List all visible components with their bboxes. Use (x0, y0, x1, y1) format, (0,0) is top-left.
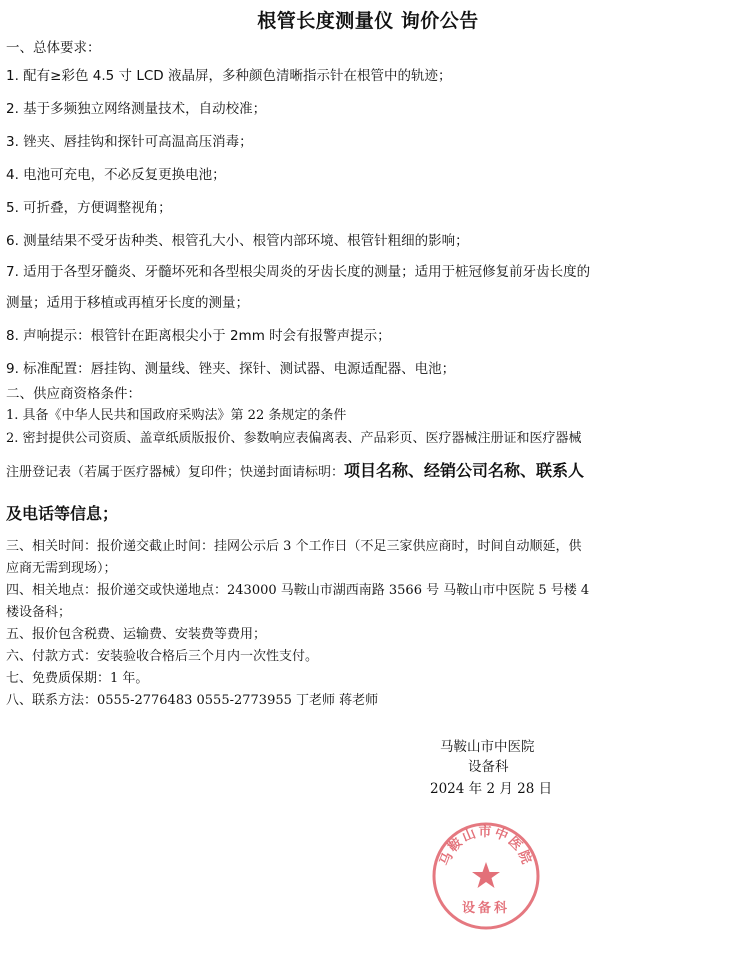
info-location-continued: 楼设备科； (6, 605, 72, 620)
info-fees: 五、报价包含税费、运输费、安装费等费用； (6, 627, 267, 642)
requirement-item: 4. 电池可充电，不必反复更换电池； (6, 167, 226, 183)
official-seal (430, 820, 542, 932)
requirement-item: 5. 可折叠，方便调整视角； (6, 200, 172, 216)
svg-text:设备科: 设备科 (461, 901, 511, 916)
section-heading-qualifications: 二、供应商资格条件： (6, 386, 141, 402)
qualification-emphasis: 项目名称、经销公司名称、联系人 (344, 461, 585, 480)
info-contact: 八、联系方法：0555-2776483 0555-2773955 丁老师 蒋老师 (6, 693, 379, 708)
info-warranty: 七、免费质保期：1 年。 (6, 671, 149, 686)
info-location: 四、相关地点：报价递交或快递地点：243000 马鞍山市湖西南路 3566 号 马鞍山市中医院 5 号楼 4 (6, 583, 590, 598)
section-heading-requirements: 一、总体要求： (6, 40, 101, 56)
star-icon (472, 862, 500, 888)
requirement-item: 9. 标准配置：唇挂钩、测量线、锉夹、探针、测试器、电源适配器、电池； (6, 361, 456, 377)
qualification-emphasis-continued: 及电话等信息； (6, 504, 119, 523)
qualification-text: 注册登记表（若属于医疗器械）复印件；快递封面请标明： (6, 465, 345, 480)
info-payment: 六、付款方式：安装验收合格后三个月内一次性支付。 (6, 649, 319, 664)
qualification-item-continued (6, 462, 584, 482)
requirement-item: 6. 测量结果不受牙齿种类、根管孔大小、根管内部环境、根管针粗细的影响； (6, 233, 469, 249)
page-title: 根管长度测量仪 询价公告 (257, 10, 479, 32)
info-time-continued: 应商无需到现场）； (6, 561, 117, 576)
qualification-item: 2. 密封提供公司资质、盖章纸质版报价、参数响应表偏离表、产品彩页、医疗器械注册证和医疗器械 (6, 431, 582, 446)
signature-organization: 马鞍山市中医院 (440, 739, 535, 755)
info-time: 三、相关时间：报价递交截止时间：挂网公示后 3 个工作日（不足三家供应商时，时间自动顺延，供 (6, 539, 582, 554)
requirement-item: 3. 锉夹、唇挂钩和探针可高温高压消毒； (6, 134, 253, 150)
requirement-item: 7. 适用于各型牙髓炎、牙髓坏死和各型根尖周炎的牙齿长度的测量；适用于桩冠修复前牙齿长度的 (6, 264, 591, 280)
requirement-item: 8. 声响提示：根管针在距离根尖小于 2mm 时会有报警声提示； (6, 328, 391, 344)
requirement-item: 2. 基于多频独立网络测量技术，自动校准； (6, 101, 267, 117)
signature-date: 2024 年 2 月 28 日 (430, 781, 553, 797)
requirement-item: 1. 配有≥彩色 4.5 寸 LCD 液晶屏，多种颜色清晰指示针在根管中的轨迹； (6, 68, 452, 84)
signature-department: 设备科 (468, 759, 509, 775)
qualification-item: 1. 具备《中华人民共和国政府采购法》第 22 条规定的条件 (6, 408, 347, 423)
svg-text:马鞍山市中医院: 马鞍山市中医院 (437, 824, 535, 869)
requirement-item-continued: 测量；适用于移植或再植牙长度的测量； (6, 295, 249, 311)
